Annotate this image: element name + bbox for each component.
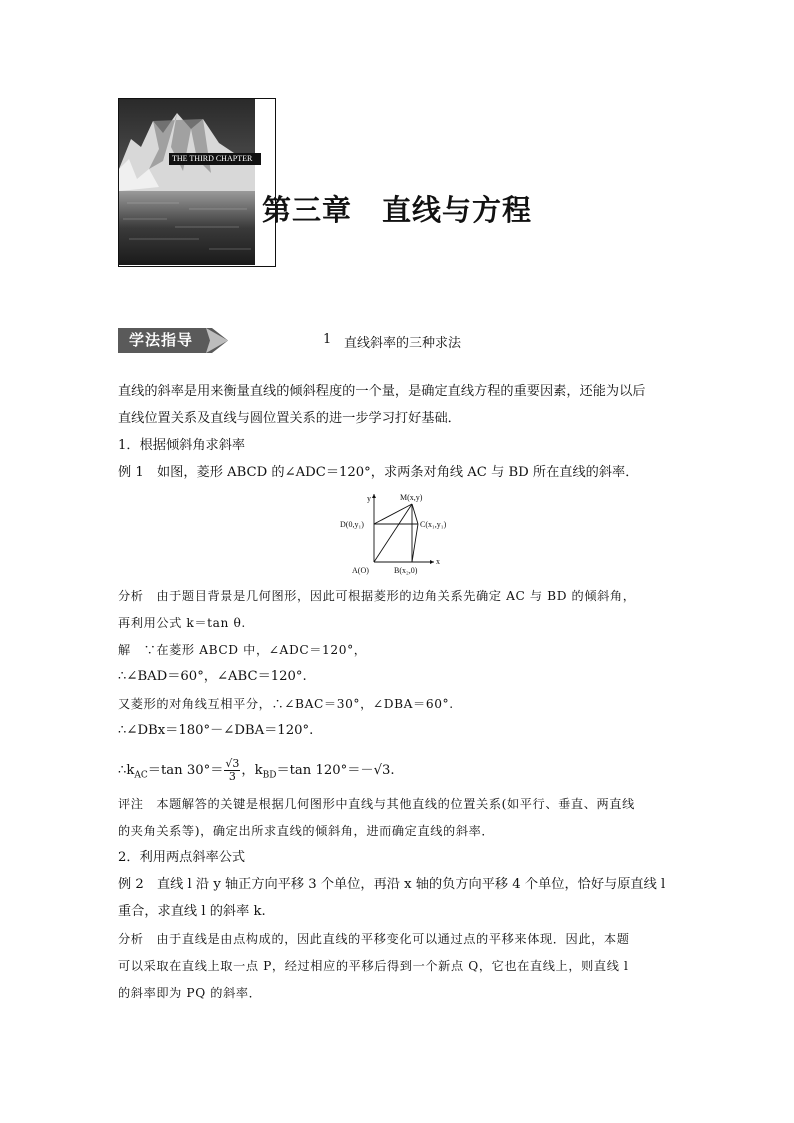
fraction	[224, 758, 240, 783]
analysis-2-line-2: 可以采取在直线上取一点 P，经过相应的平移后得到一个新点 Q，它也在直线上，则直线 l	[118, 959, 629, 973]
chapter-frame-divider	[275, 98, 276, 266]
intro-line-2: 直线位置关系及直线与圆位置关系的进一步学习打好基础．	[118, 411, 461, 426]
label-y: y	[367, 494, 371, 503]
review-line-1: 评注 本题解答的关键是根据几何图形中直线与其他直线的位置关系(如平行、垂直、两直线	[118, 797, 635, 811]
chapter-title: 第三章 直线与方程	[262, 193, 533, 227]
heading-1: 1．根据倾斜角求斜率	[118, 438, 246, 453]
k-bd-subscript: BD	[262, 770, 277, 781]
tan120-expression: ＝tan 120°＝－√3.	[276, 763, 395, 778]
label-B: B(x₂,0)	[394, 566, 418, 575]
label-D: D(0,y₁)	[340, 520, 364, 529]
k-ac-subscript: AC	[134, 770, 148, 781]
label-A: A(O)	[352, 566, 369, 575]
example-2-line-2: 重合，求直线 l 的斜率 k.	[118, 904, 266, 919]
analysis-2-line-3: 的斜率即为 PQ 的斜率．	[118, 986, 262, 1000]
fraction-denominator: 3	[228, 770, 236, 783]
solution-line-1: 解 ∵在菱形 ABCD 中，∠ADC＝120°，	[118, 643, 367, 657]
solution-line-5	[118, 758, 395, 785]
section-banner-label: 学法指导	[129, 331, 194, 349]
fraction-numerator: √3	[225, 757, 240, 770]
analysis-2-line-1: 分析 由于直线是由点构成的，因此直线的平移变化可以通过点的平移来体现．因此，本题	[118, 932, 630, 946]
intro-line-1: 直线的斜率是用来衡量直线的倾斜程度的一个量，是确定直线方程的重要因素，还能为以后	[118, 384, 646, 399]
review-line-2: 的夹角关系等)，确定出所求直线的倾斜角，进而确定直线的斜率．	[118, 824, 495, 838]
analysis-1-line-1: 分析 由于题目背景是几何图形，因此可根据菱形的边角关系先确定 AC 与 BD 的倾斜角，	[118, 589, 636, 603]
section-title: 直线斜率的三种求法	[344, 336, 462, 351]
label-x: x	[436, 557, 440, 566]
segment-MC	[412, 504, 418, 524]
analysis-1-line-2: 再利用公式 k＝tan θ.	[118, 616, 246, 630]
solution-line-3: 又菱形的对角线互相平分，∴∠BAC＝30°，∠DBA＝60°.	[118, 697, 454, 711]
example-2-line-1: 例 2 直线 l 沿 y 轴正方向平移 3 个单位，再沿 x 轴的负方向平移 4 个单位，恰好与原直线 l	[118, 877, 666, 892]
example-1: 例 1 如图，菱形 ABCD 的∠ADC＝120°，求两条对角线 AC 与 BD 所在直线的斜率．	[118, 465, 639, 480]
k-bd-prefix: ，k	[241, 763, 263, 778]
label-M: M(x,y)	[400, 493, 423, 502]
section-number: 1	[323, 332, 332, 347]
k-symbol: ∴k	[118, 763, 135, 778]
label-C: C(x₁,y₁)	[420, 520, 447, 529]
rhombus-figure	[330, 490, 460, 578]
segment-CB	[412, 524, 418, 562]
heading-2: 2．利用两点斜率公式	[118, 850, 246, 865]
solution-line-4: ∴∠DBx＝180°－∠DBA＝120°.	[118, 723, 314, 738]
diagonal-AM	[374, 504, 412, 562]
solution-line-2: ∴∠BAD＝60°，∠ABC＝120°.	[118, 669, 307, 684]
segment-DM	[374, 504, 412, 524]
chapter-photo	[119, 99, 255, 265]
chapter-english-label: THE THIRD CHAPTER	[172, 154, 253, 163]
tan30-expression: ＝tan 30°＝	[147, 763, 224, 778]
